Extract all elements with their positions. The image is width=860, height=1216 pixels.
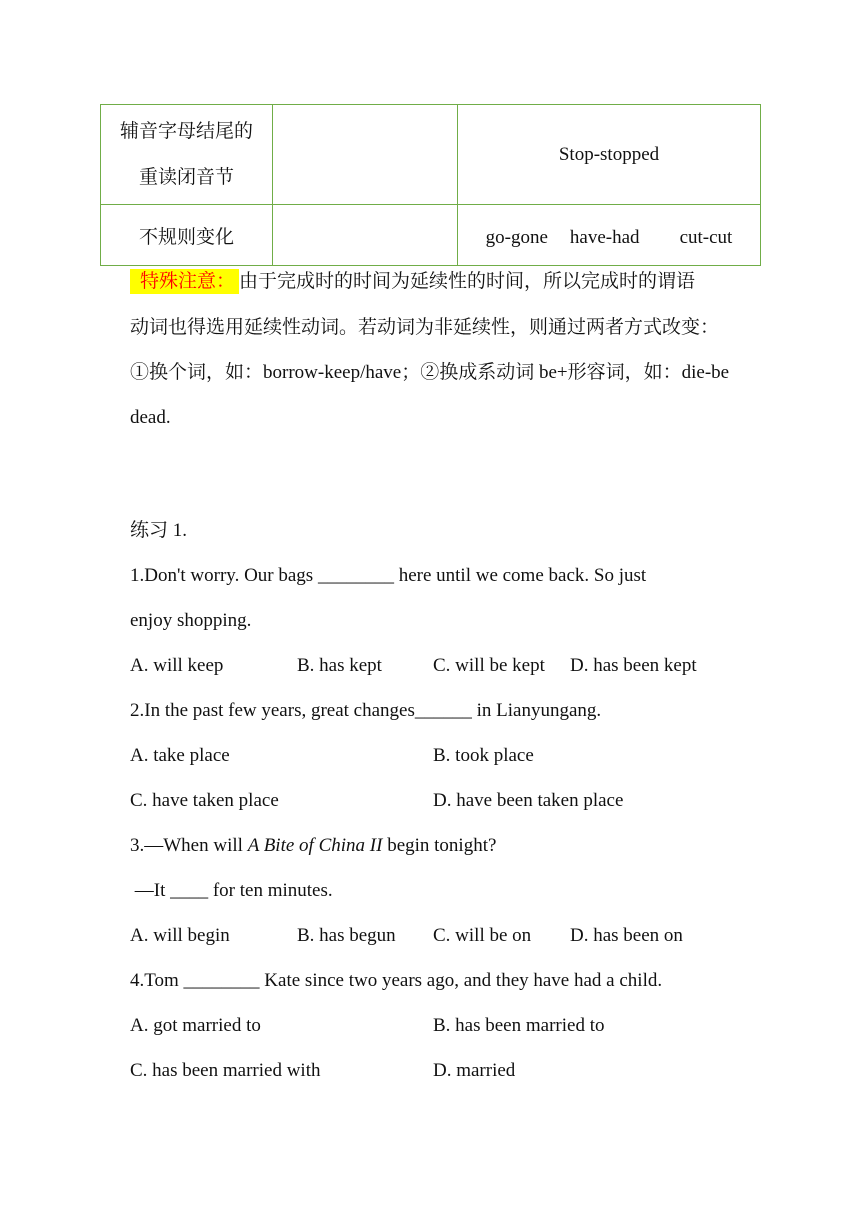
rule-text-line2: 重读闭音节 bbox=[138, 166, 234, 188]
answer-option: B. has kept bbox=[297, 655, 382, 676]
answer-option: D. have been taken place bbox=[433, 790, 624, 811]
question-stem-part: 3.—When will bbox=[130, 835, 248, 856]
example-cell bbox=[273, 205, 458, 266]
answer-option: C. will be on bbox=[433, 925, 532, 946]
question-stem-part: begin tonight? bbox=[382, 835, 497, 856]
irregular-example: go-gone bbox=[485, 227, 548, 248]
answer-option: D. has been kept bbox=[570, 655, 697, 676]
question-stem bbox=[130, 832, 496, 860]
irregular-example: cut-cut bbox=[679, 227, 733, 248]
answer-option: B. took place bbox=[433, 745, 534, 766]
note-paragraph-line bbox=[140, 268, 695, 296]
exercise-title: 练习 1. bbox=[130, 520, 188, 541]
answer-option: A. will begin bbox=[130, 925, 230, 946]
question-stem: 1.Don't worry. Our bags ________ here until we come back. So just bbox=[130, 565, 647, 586]
answer-option: D. has been on bbox=[570, 925, 683, 946]
answer-option: C. has been married with bbox=[130, 1060, 321, 1081]
answer-option: A. will keep bbox=[130, 655, 224, 676]
verb-rule-table bbox=[100, 104, 761, 266]
rule-cell: 不规则变化 bbox=[101, 205, 273, 266]
answer-option: B. has been married to bbox=[433, 1015, 605, 1036]
question-stem: 4.Tom ________ Kate since two years ago, and they have had a child. bbox=[130, 970, 663, 991]
rule-text-line1: 辅音字母结尾的 bbox=[119, 120, 253, 142]
note-cell: Stop-stopped bbox=[458, 105, 761, 205]
rule-cell bbox=[101, 105, 273, 205]
program-title: A Bite of China II bbox=[247, 835, 383, 856]
answer-option: B. has begun bbox=[297, 925, 396, 946]
answer-option: C. will be kept bbox=[433, 655, 545, 676]
note-paragraph-line: dead. bbox=[130, 407, 171, 428]
example-cell bbox=[273, 105, 458, 205]
answer-option: A. take place bbox=[130, 745, 230, 766]
question-stem: —It ____ for ten minutes. bbox=[130, 880, 333, 901]
irregular-example: have-had bbox=[569, 227, 640, 248]
note-text: 由于完成时的时间为延续性的时间，所以完成时的谓语 bbox=[239, 271, 696, 292]
note-paragraph-line: ①换个词，如：borrow-keep/have；②换成系动词 be+形容词，如：die-be bbox=[130, 362, 730, 383]
answer-option: D. married bbox=[433, 1060, 516, 1081]
answer-option: C. have taken place bbox=[130, 790, 279, 811]
note-paragraph-line: 动词也得选用延续性动词。若动词为非延续性，则通过两者方式改变： bbox=[130, 317, 720, 338]
question-stem: 2.In the past few years, great changes______ in Lianyungang. bbox=[130, 700, 602, 721]
answer-option: A. got married to bbox=[130, 1015, 261, 1036]
special-note-highlight: 特殊注意： bbox=[130, 269, 239, 294]
table-row bbox=[101, 105, 761, 205]
question-stem: enjoy shopping. bbox=[130, 610, 252, 631]
note-cell bbox=[458, 205, 761, 266]
table-row bbox=[101, 205, 761, 266]
